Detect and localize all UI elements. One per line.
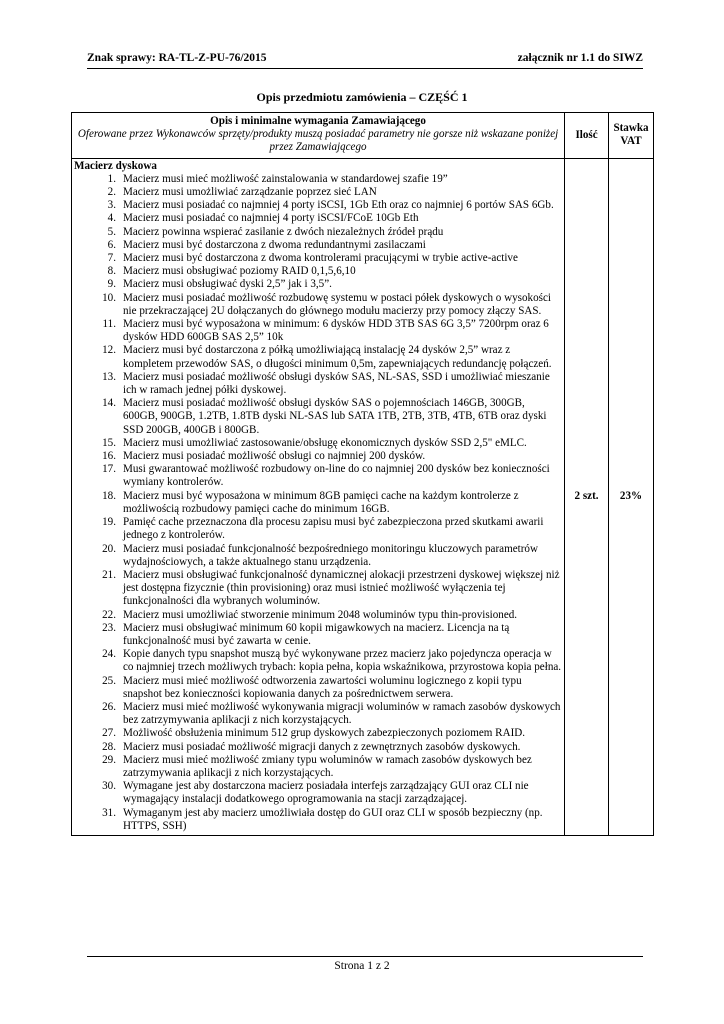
table-row [72,158,654,835]
list-item [74,186,561,199]
list-item-number: 24. [102,648,116,661]
list-item-text: Macierz musi posiadać możliwość obsługi dysków SAS o pojemnościach 146GB, 300GB, 600GB, 900GB, 1.2TB, 1.8TB dyski NL-SAS lub SATA 1TB, 2TB, 3TB, 4TB, 6TB oraz dyski SSD 200GB, 400GB i 800GB. [123,397,547,436]
list-item [74,754,561,780]
list-item-number: 11. [102,318,116,331]
list-item-number: 14. [102,397,116,410]
list-item [74,490,561,516]
list-item [74,371,561,397]
list-item-text: Kopie danych typu snapshot muszą być wykonywane przez macierz jako pojedyncza operacja w co najmniej trzech możliwych trybach: kopia pełna, kopia wskaźnikowa, przyrostowa kopia pełna. [123,648,562,674]
list-item-text: Macierz musi być wyposażona w minimum: 6 dysków HDD 3TB SAS 6G 3,5” 7200rpm oraz 6 dysków HDD 600GB SAS 2,5” 10k [123,318,549,344]
list-item-text: Macierz musi być dostarczona z półką umożliwiającą instalację 24 dysków 2,5” wraz z kompletem przewodów SAS, o długości minimum 0,5m, zapewniających redundancję połączeń. [123,344,552,370]
list-item-text: Macierz musi posiadać możliwość migracji danych z zewnętrznych zasobów dyskowych. [123,740,521,753]
list-item [74,675,561,701]
list-item-text: Macierz musi być wyposażona w minimum 8GB pamięci cache na każdym kontrolerze z możliwością rozbudowy pamięci cache do minimum 16GB. [123,489,519,515]
list-item-number: 13. [102,370,116,383]
list-item-number: 25. [102,674,116,687]
list-item [74,292,561,318]
list-item-number: 2. [107,186,116,199]
list-item [74,807,561,833]
list-item-text: Macierz musi posiadać możliwość rozbudowę systemu w postaci półek dyskowych o wysokości nie przekraczającej 2U dołączanych do głównego modułu macierzy przy pomocy złączy SAS. [123,291,551,317]
list-item-text: Macierz musi obsługiwać funkcjonalność dynamicznej alokacji przestrzeni dyskowej większej niż jest dostępna fizycznie (thin provisioning) oraz musi istnieć możliwość wyłączenia tej funkcjonalności dla wybranych woluminów. [123,568,560,608]
list-item [74,450,561,463]
list-item-text: Musi gwarantować możliwość rozbudowy on-line do co najmniej 200 dysków bez konieczności wymiany kontrolerów. [123,463,550,489]
list-item-number: 19. [102,516,116,529]
list-item-number: 10. [102,291,116,304]
list-item [74,226,561,239]
list-item-number: 30. [102,780,116,793]
list-item-text: Macierz musi być dostarczona z dwoma kontrolerami pracującymi w trybie active-active [123,252,518,265]
document-title: Opis przedmiotu zamówienia – CZĘŚĆ 1 [256,90,468,104]
list-item-text: Macierz musi umożliwiać stworzenie minimum 2048 woluminów typu thin-provisioned. [123,608,518,621]
list-item [74,344,561,370]
list-item [74,397,561,437]
list-item-text: Macierz musi obsługiwać dyski 2,5” jak i 3,5”. [123,278,332,291]
table-header-row [72,113,654,159]
list-item [74,701,561,727]
list-item-number: 8. [107,265,116,278]
footer-divider [87,956,643,957]
list-item-number: 5. [107,225,116,238]
list-item-text: Macierz musi mieć możliwość zmiany typu woluminów w ramach zasobów dyskowych bez zatrzymywania aplikacji z nich korzystających. [123,753,532,779]
list-item-number: 1. [107,172,116,185]
list-item [74,569,561,609]
list-item-text: Macierz musi umożliwiać zarządzanie poprzez sieć LAN [123,186,377,199]
requirements-cell [72,158,565,835]
list-item-text: Macierz musi posiadać co najmniej 4 porty iSCSI/FCoE 10Gb Eth [123,212,419,225]
list-item-number: 4. [107,212,116,225]
list-item-number: 21. [102,568,116,581]
list-item-text: Macierz musi mieć możliwość odtworzenia zawartości woluminu logicznego z kopii typu snapshot bez konieczności kopiowania danych za pośrednictwem serwera. [123,674,522,700]
list-item-text: Wymagane jest aby dostarczona macierz posiadała interfejs zarządzający GUI oraz CLI nie wymagający instalacji dodatkowego oprogramowania na stacji zarządzającej. [123,780,529,806]
list-item [74,212,561,225]
requirements-table [71,112,654,836]
list-item-number: 22. [102,608,116,621]
list-item [74,609,561,622]
list-item-text: Macierz powinna wspierać zasilanie z dwóch niezależnych źródeł prądu [123,225,444,238]
list-item-text: Macierz musi mieć możliwość wykonywania migracji woluminów w ramach zasobów dyskowych bez zatrzymywania aplikacji z nich korzystających. [123,700,561,727]
description-header-note: Oferowane przez Wykonawców sprzęty/produkty muszą posiadać parametry nie gorsze niż wskazane poniżej przez Zamawiającego [77,128,559,154]
list-item [74,278,561,291]
list-item-number: 27. [102,727,116,740]
list-item-number: 15. [102,436,116,449]
list-item [74,727,561,740]
list-item-text: Macierz musi posiadać możliwość obsługi co najmniej 200 dysków. [123,450,426,463]
list-item-number: 29. [102,753,116,766]
list-item-text: Możliwość obsłużenia minimum 512 grup dyskowych zabezpieczonych poziomem RAID. [123,727,526,740]
list-item-number: 17. [102,463,116,476]
list-item [74,741,561,754]
quantity-header: Ilość [565,113,609,159]
list-item-number: 23. [102,621,116,634]
list-item [74,648,561,674]
list-item-text: Macierz musi obsługiwać minimum 60 kopii migawkowych na macierz. Licencja na tą funkcjonalność musi być zawarta w cenie. [123,621,510,647]
list-item [74,437,561,450]
list-item-number: 16. [102,450,116,463]
list-item-number: 31. [102,806,116,819]
list-item [74,622,561,648]
list-item-text: Macierz musi posiadać funkcjonalność bezpośredniego monitoringu kluczowych parametrów wydajnościowych, a także aktualnego stanu urządzenia. [123,542,538,568]
list-item-text: Macierz musi być dostarczona z dwoma redundantnymi zasilaczami [123,238,426,251]
list-item-number: 26. [102,700,116,713]
attachment-label: załącznik nr 1.1 do SIWZ [517,52,643,64]
quantity-value: 2 szt. [565,158,609,835]
list-item-number: 12. [102,344,116,357]
list-item [74,318,561,344]
list-item [74,516,561,542]
list-item-number: 3. [107,199,116,212]
list-item-number: 7. [107,252,116,265]
page-header [87,52,643,69]
list-item-number: 6. [107,238,116,251]
vat-value: 23% [609,158,654,835]
list-item-text: Wymaganym jest aby macierz umożliwiała dostęp do GUI oraz CLI w sposób bezpieczny (np. HTTPS, SSH) [123,806,543,832]
list-item [74,173,561,186]
list-item-text: Macierz musi umożliwiać zastosowanie/obsługę ekonomicznych dysków SSD 2,5" eMLC. [123,436,527,449]
list-item-number: 20. [102,542,116,555]
requirements-list [74,173,561,833]
description-header [72,113,565,159]
list-item [74,239,561,252]
list-item-number: 28. [102,740,116,753]
page-footer: Strona 1 z 2 [334,960,390,972]
list-item-number: 9. [107,278,116,291]
section-title: Macierz dyskowa [74,159,157,172]
list-item [74,252,561,265]
list-item-text: Macierz musi posiadać możliwość obsługi dysków SAS, NL-SAS, SSD i umożliwiać mieszanie ich w ramach jednej półki dyskowej. [123,370,550,397]
list-item-number: 18. [102,489,116,502]
list-item-text: Pamięć cache przeznaczona dla procesu zapisu musi być zabezpieczona przed skutkami awarii jednego z kontrolerów. [123,516,544,542]
list-item-text: Macierz musi obsługiwać poziomy RAID 0,1,5,6,10 [123,265,356,278]
list-item [74,543,561,569]
list-item [74,199,561,212]
case-number: Znak sprawy: RA-TL-Z-PU-76/2015 [87,52,267,64]
description-header-title: Opis i minimalne wymagania Zamawiającego [210,115,426,127]
vat-header: Stawka VAT [609,113,654,159]
list-item [74,265,561,278]
list-item [74,780,561,806]
list-item [74,463,561,489]
list-item-text: Macierz musi posiadać co najmniej 4 porty iSCSI, 1Gb Eth oraz co najmniej 6 portów SAS 6Gb. [123,199,554,212]
list-item-text: Macierz musi mieć możliwość zainstalowania w standardowej szafie 19” [123,172,448,185]
